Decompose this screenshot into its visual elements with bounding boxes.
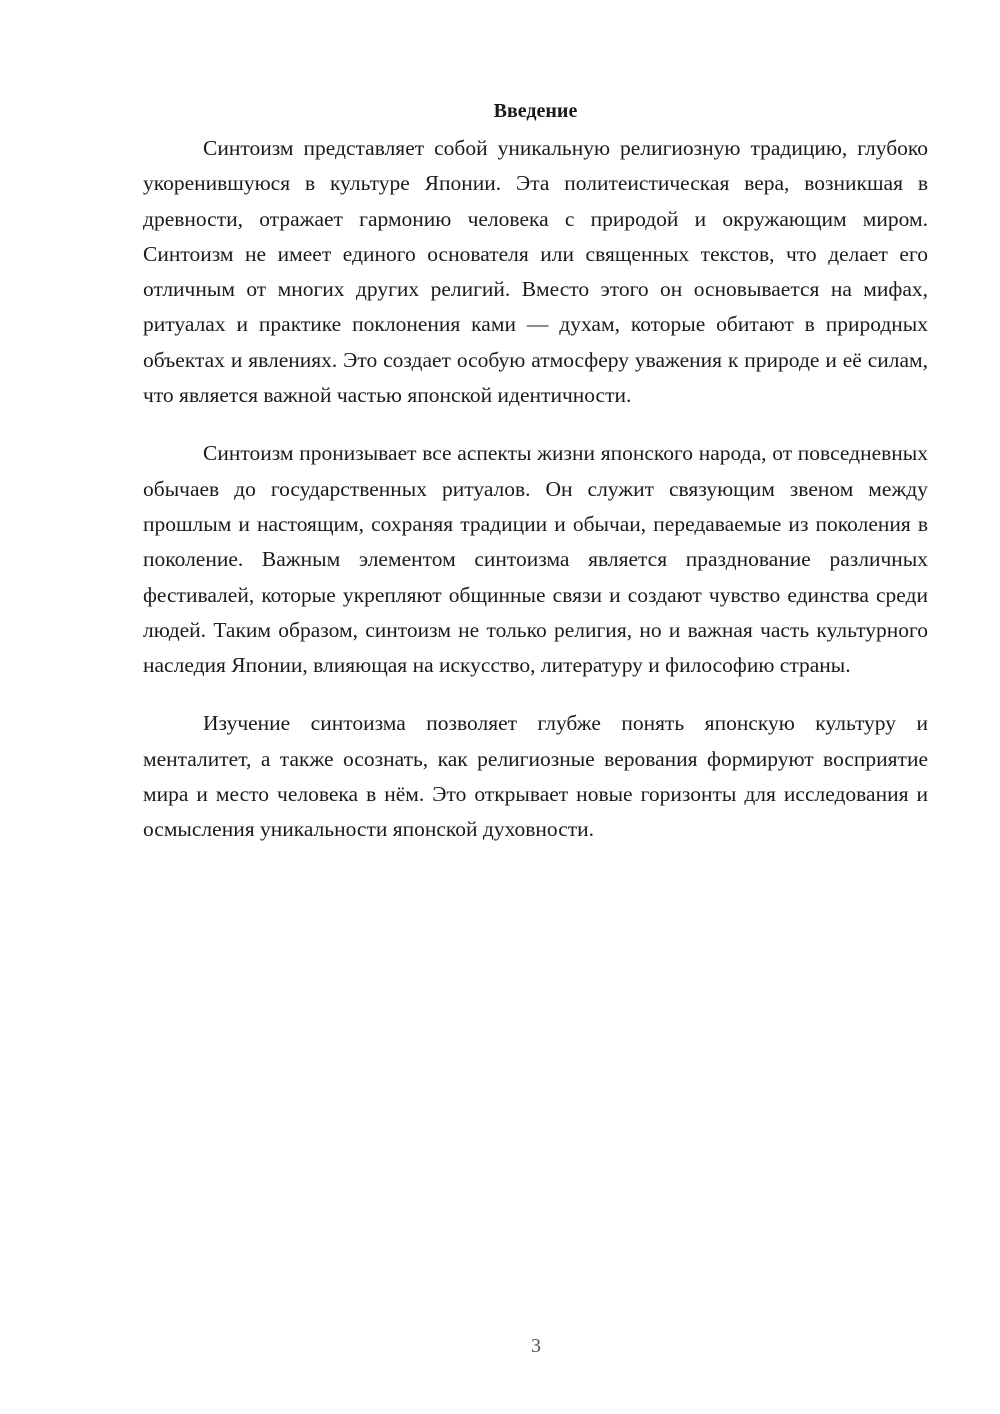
paragraph-1: Синтоизм представляет собой уникальную религиозную традицию, глубоко укоренившуюся в культуре Японии. Эта политеистическая вера, возникшая в древности, отражает гармонию человека с природой и окружающим миром. Синтоизм не имеет единого основателя или священных текстов, что делает его отличным от многих других религий. Вместо этого он основывается на мифах, ритуалах и практике поклонения ками — духам, которые обитают в природных объектах и явлениях. Это создает особую атмосферу уважения к природе и её силам, что является важной частью японской идентичности.: [143, 136, 928, 408]
page-body: [143, 97, 928, 871]
page-number: 3: [531, 1335, 541, 1357]
paragraph-2: Синтоизм пронизывает все аспекты жизни японского народа, от повседневных обычаев до государственных ритуалов. Он служит связующим звеном между прошлым и настоящим, сохраняя традиции и обычаи, передаваемые из поколения в поколение. Важным элементом синтоизма является празднование различных фестивалей, которые укрепляют общинные связи и создают чувство единства среди людей. Таким образом, синтоизм не только религия, но и важная часть культурного наследия Японии, влияющая на искусство, литературу и философию страны.: [143, 441, 928, 678]
paragraph-3: Изучение синтоизма позволяет глубже понять японскую культуру и менталитет, а также осознать, как религиозные верования формируют восприятие мира и место человека в нём. Это открывает новые горизонты для исследования и осмысления уникальности японской духовности.: [143, 711, 928, 842]
page-title: Введение: [493, 100, 578, 122]
